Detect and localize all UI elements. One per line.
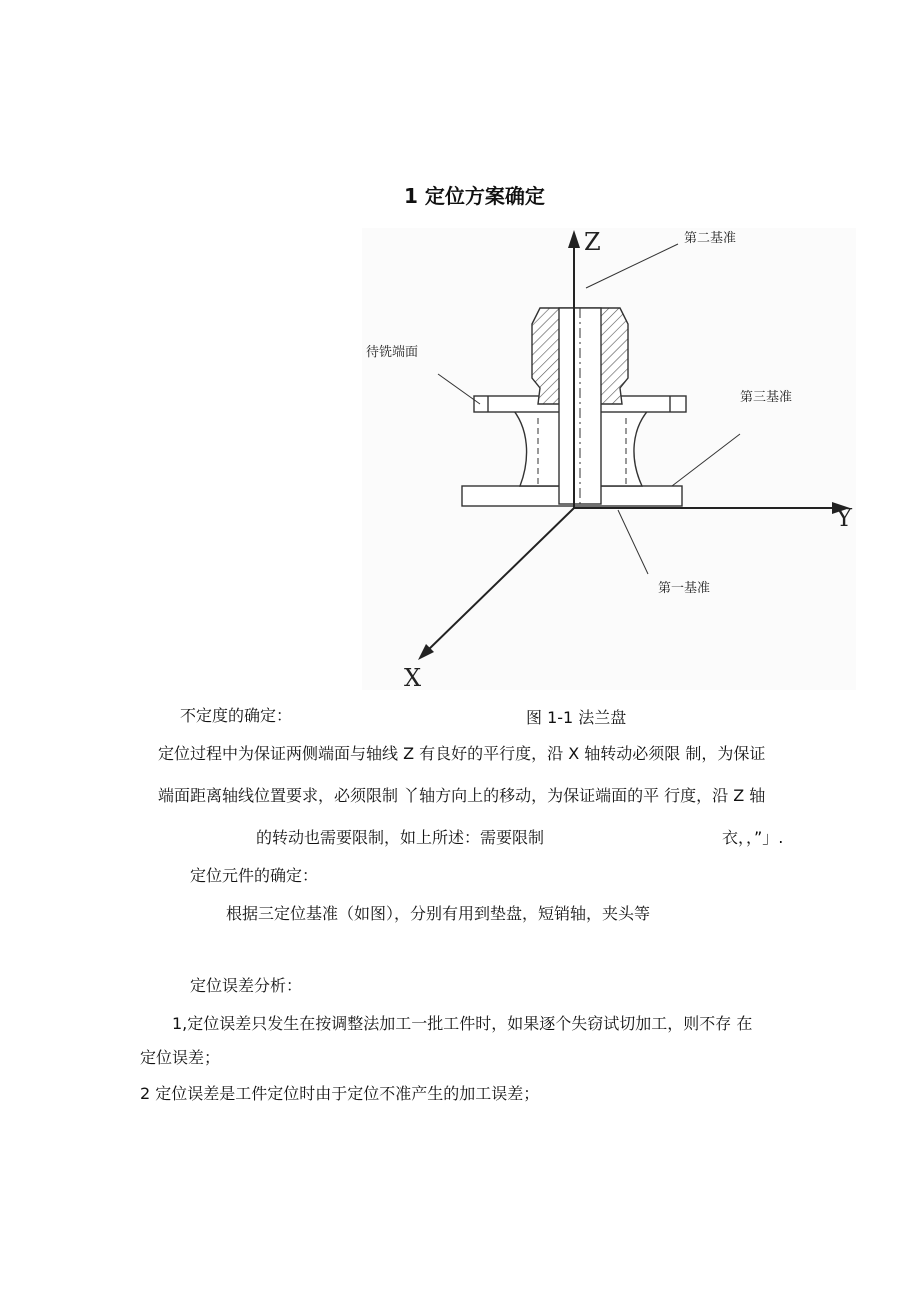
- x-axis-label: X: [404, 664, 422, 690]
- label-third-datum: 第三基准: [740, 390, 793, 405]
- error-item1-line1: 1,定位误差只发生在按调整法加工一批工件时，如果逐个失窃试切加工，则不存 在: [172, 1014, 753, 1033]
- label-second-datum: 第二基准: [684, 231, 737, 246]
- page-title: 1 定位方案确定: [404, 184, 545, 208]
- error-item1-line2: 定位误差；: [140, 1048, 221, 1067]
- error-heading: 定位误差分析：: [190, 976, 303, 995]
- error-item2: 2 定位误差是工件定位时由于定位不准产生的加工误差；: [140, 1084, 540, 1103]
- para1-line3b: 衣，，”」.: [722, 828, 784, 847]
- para1-line3a: 的转动也需要限制，如上所述：需要限制: [256, 828, 545, 847]
- figure-caption: 图 1-1 法兰盘: [526, 708, 627, 727]
- element-text: 根据三定位基准（如图），分别有用到垫盘，短销轴，夹头等: [226, 904, 651, 923]
- flange-figure: [362, 228, 856, 690]
- z-axis-label: Z: [584, 228, 601, 256]
- label-first-datum: 第一基准: [658, 581, 711, 596]
- y-axis-label: Y: [836, 504, 852, 532]
- element-heading: 定位元件的确定：: [190, 866, 319, 885]
- para1-line2: 端面距离轴线位置要求，必须限制 丫轴方向上的移动，为保证端面的平 行度，沿 Z 轴: [158, 786, 766, 805]
- label-face-to-mill: 待铣端面: [366, 345, 419, 360]
- uncertainty-heading: 不定度的确定：: [180, 706, 293, 725]
- para1-line1: 定位过程中为保证两侧端面与轴线 Z 有良好的平行度，沿 X 轴转动必须限 制，为保证: [158, 744, 766, 763]
